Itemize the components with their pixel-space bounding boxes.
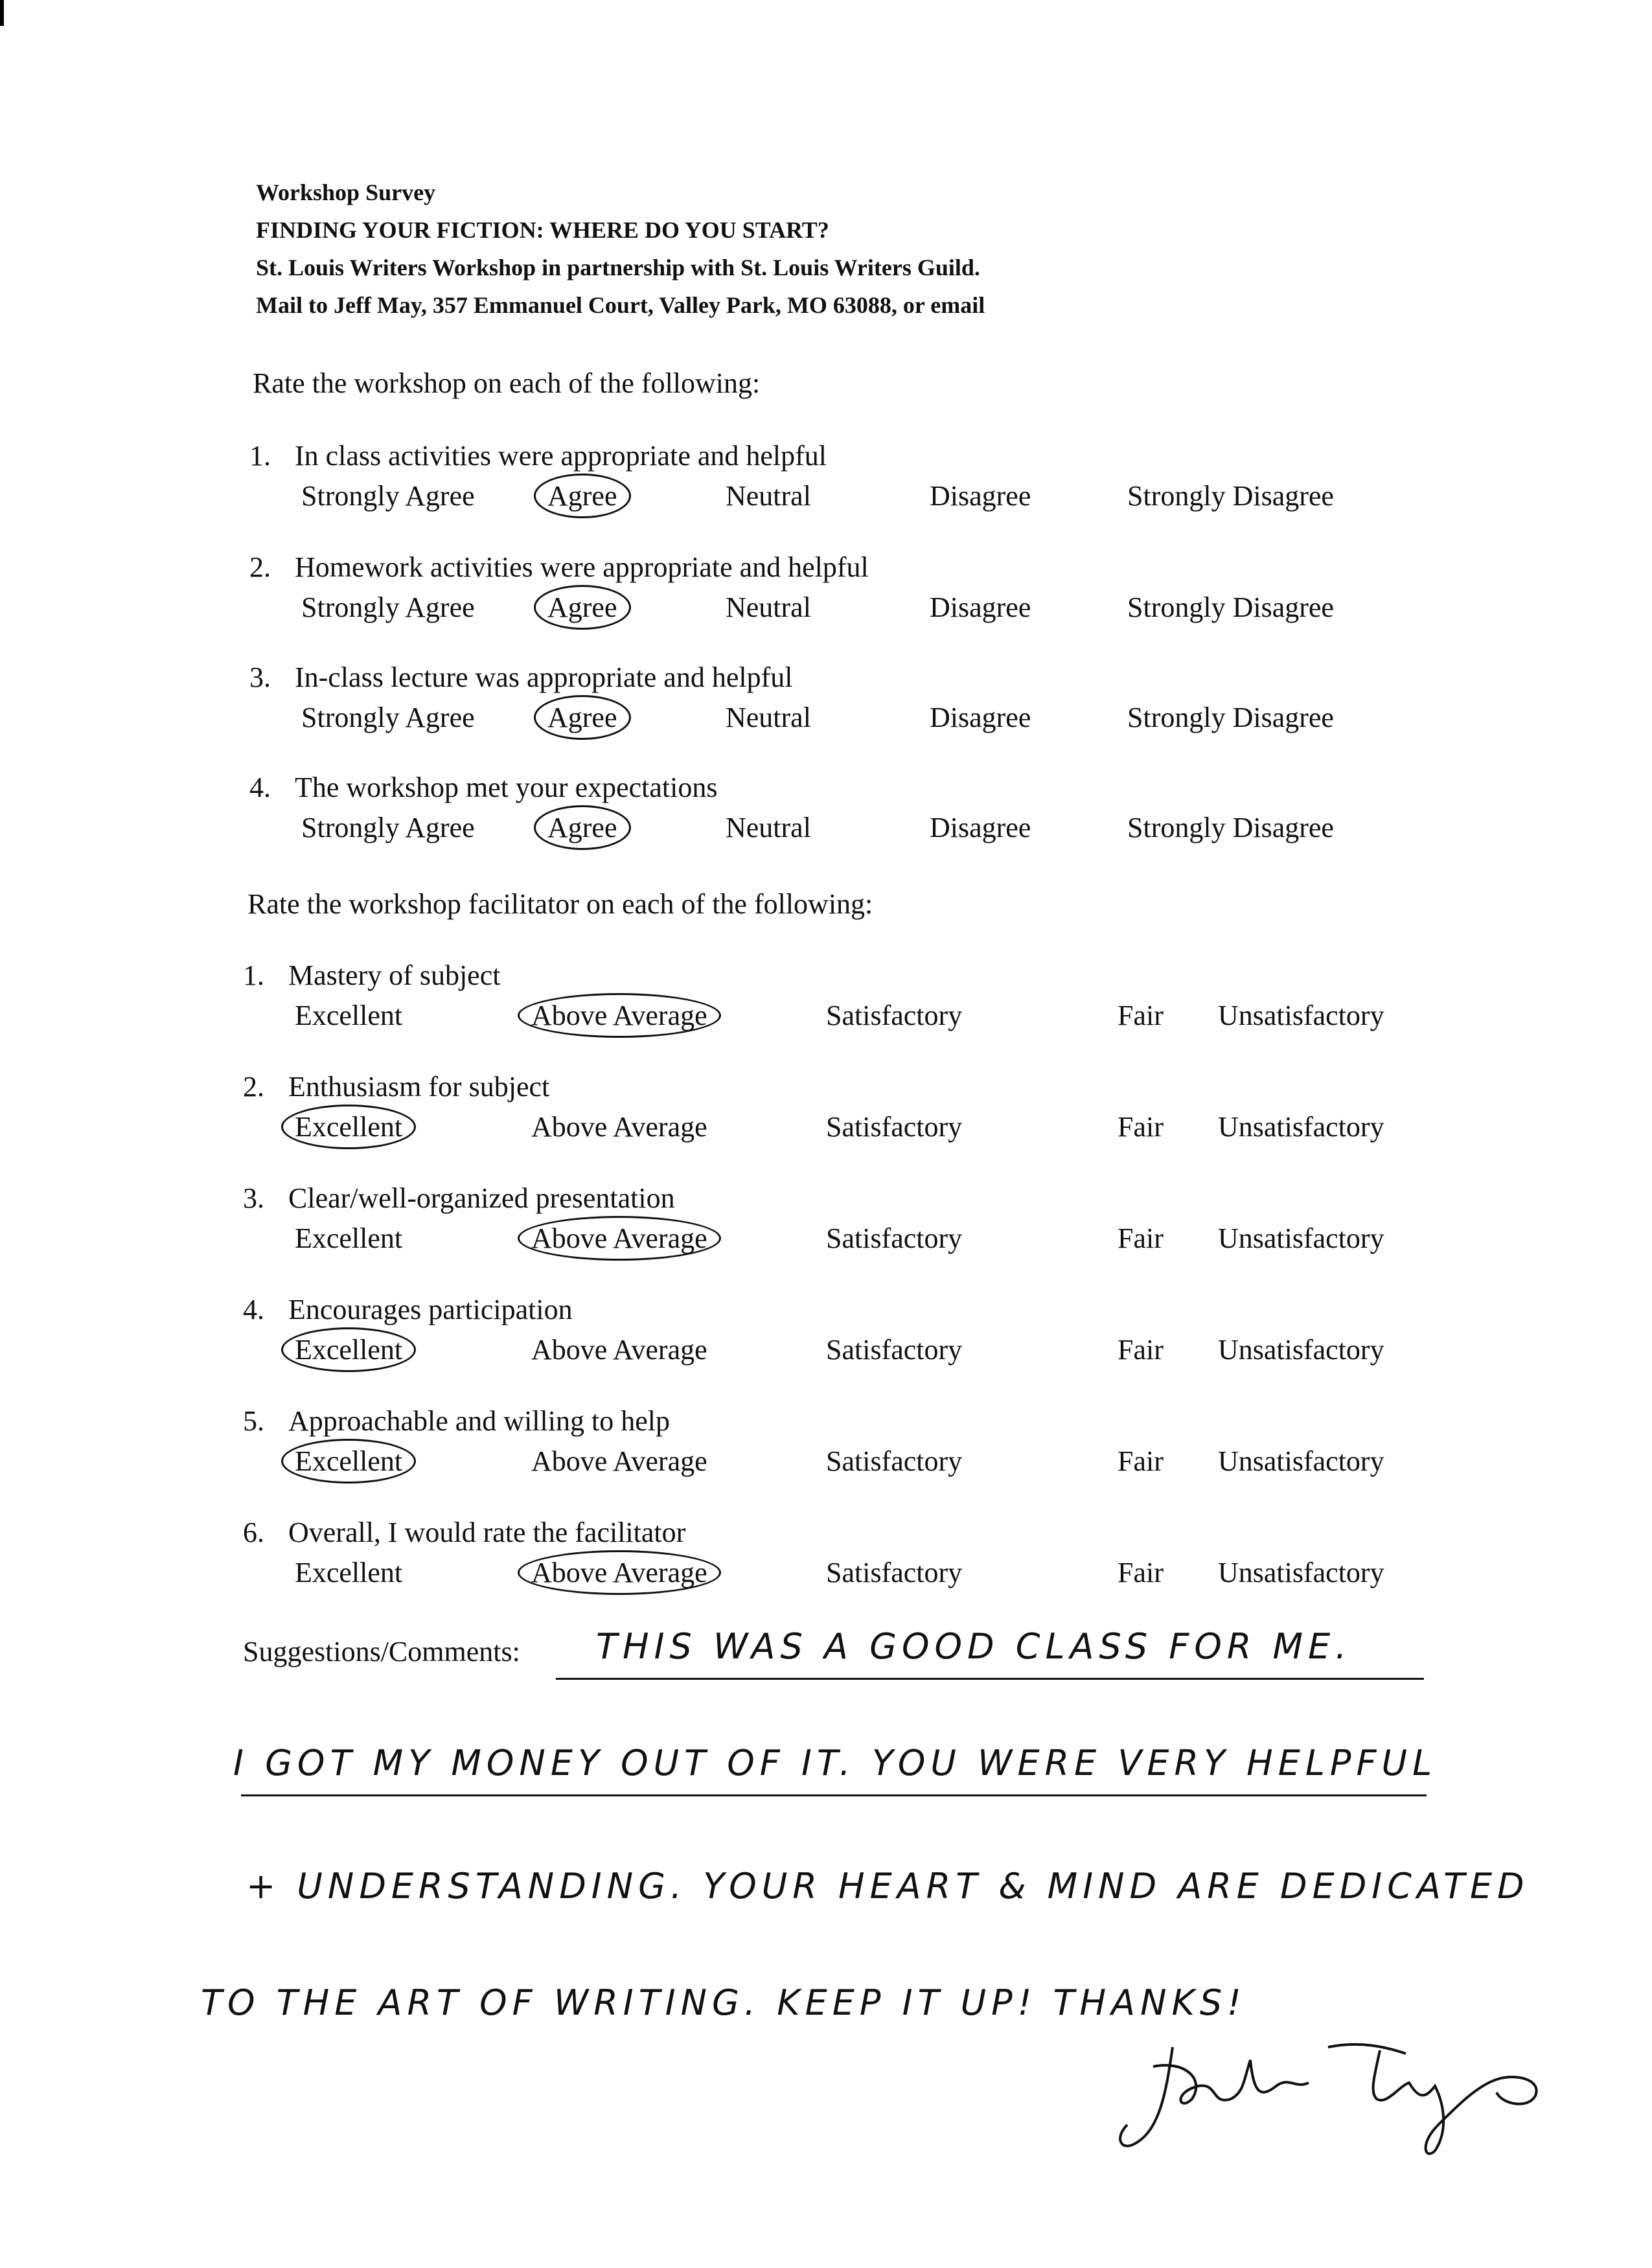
rating-option-agree-selected[interactable]: Agree bbox=[534, 695, 631, 740]
question-number: 1. bbox=[249, 440, 271, 472]
rating-option-agree-selected[interactable]: Agree bbox=[534, 474, 631, 518]
rating-option-excellent-selected[interactable]: Excellent bbox=[281, 1327, 416, 1372]
rating-option-strongly-agree[interactable]: Strongly Agree bbox=[301, 812, 475, 843]
question-number: 2. bbox=[249, 551, 271, 583]
rating-option-strongly-agree[interactable]: Strongly Agree bbox=[301, 591, 475, 623]
rating-option-disagree[interactable]: Disagree bbox=[930, 702, 1031, 733]
rating-option-excellent-selected[interactable]: Excellent bbox=[281, 1439, 416, 1483]
question-number: 1. bbox=[243, 959, 264, 991]
question-text: Mastery of subject bbox=[288, 959, 501, 991]
question-text: Homework activities were appropriate and helpful bbox=[295, 551, 869, 583]
rating-option-unsatisfactory[interactable]: Unsatisfactory bbox=[1218, 1445, 1384, 1477]
header-mailing-address: Mail to Jeff May, 357 Emmanuel Court, Valley Park, MO 63088, or email bbox=[256, 292, 985, 318]
rating-option-strongly-agree[interactable]: Strongly Agree bbox=[301, 702, 475, 733]
scan-corner-mark bbox=[0, 0, 4, 26]
rating-option-neutral[interactable]: Neutral bbox=[726, 480, 811, 512]
rating-option-satisfactory[interactable]: Satisfactory bbox=[826, 1557, 963, 1588]
rating-option-strongly-disagree[interactable]: Strongly Disagree bbox=[1127, 812, 1334, 843]
rating-option-fair[interactable]: Fair bbox=[1118, 1445, 1164, 1477]
comments-label: Suggestions/Comments: bbox=[243, 1636, 520, 1667]
rating-option-unsatisfactory[interactable]: Unsatisfactory bbox=[1218, 1111, 1384, 1143]
rating-option-excellent[interactable]: Excellent bbox=[295, 1000, 403, 1031]
rating-option-fair[interactable]: Fair bbox=[1118, 1222, 1164, 1254]
rating-option-unsatisfactory[interactable]: Unsatisfactory bbox=[1218, 1000, 1384, 1031]
rating-option-satisfactory[interactable]: Satisfactory bbox=[826, 1222, 963, 1254]
rating-option-strongly-disagree[interactable]: Strongly Disagree bbox=[1127, 591, 1334, 623]
survey-header bbox=[256, 174, 985, 324]
question-text: Enthusiasm for subject bbox=[288, 1071, 550, 1103]
rating-option-above-average[interactable]: Above Average bbox=[531, 1111, 707, 1143]
rating-option-satisfactory[interactable]: Satisfactory bbox=[826, 1111, 963, 1143]
rating-option-excellent[interactable]: Excellent bbox=[295, 1222, 403, 1254]
rating-option-above-average-selected[interactable]: Above Average bbox=[518, 1216, 721, 1261]
header-workshop-name: FINDING YOUR FICTION: WHERE DO YOU START? bbox=[256, 217, 829, 243]
question-text: The workshop met your expectations bbox=[295, 772, 718, 803]
question-number: 4. bbox=[243, 1294, 264, 1325]
comment-line-4: TO THE ART OF WRITING. KEEP IT UP! THANKS! bbox=[201, 1982, 1246, 2023]
question-number: 3. bbox=[249, 661, 271, 693]
question-text: In class activities were appropriate and helpful bbox=[295, 440, 827, 472]
rating-option-fair[interactable]: Fair bbox=[1118, 1111, 1164, 1143]
rating-option-excellent-selected[interactable]: Excellent bbox=[281, 1105, 416, 1149]
comment-line-3: + UNDERSTANDING. YOUR HEART & MIND ARE DEDICATED bbox=[246, 1866, 1530, 1907]
rating-option-disagree[interactable]: Disagree bbox=[930, 591, 1031, 623]
question-text: Encourages participation bbox=[288, 1294, 573, 1325]
rating-option-above-average-selected[interactable]: Above Average bbox=[518, 993, 721, 1038]
question-text: Approachable and willing to help bbox=[288, 1405, 670, 1437]
rating-option-fair[interactable]: Fair bbox=[1118, 1557, 1164, 1588]
rating-option-fair[interactable]: Fair bbox=[1118, 1334, 1164, 1366]
question-number: 6. bbox=[243, 1517, 264, 1548]
comment-line-1: THIS WAS A GOOD CLASS FOR ME. bbox=[596, 1626, 1352, 1667]
question-number: 3. bbox=[243, 1182, 264, 1214]
question-number: 5. bbox=[243, 1405, 264, 1437]
question-number: 4. bbox=[249, 772, 271, 803]
rating-option-strongly-disagree[interactable]: Strongly Disagree bbox=[1127, 480, 1334, 512]
header-partnership: St. Louis Writers Workshop in partnership with St. Louis Writers Guild. bbox=[256, 255, 980, 281]
rating-option-above-average[interactable]: Above Average bbox=[531, 1334, 707, 1366]
question-text: Overall, I would rate the facilitator bbox=[288, 1517, 686, 1548]
comment-line-2: I GOT MY MONEY OUT OF IT. YOU WERE VERY HELPFUL bbox=[233, 1743, 1438, 1783]
facilitator-section-title: Rate the workshop facilitator on each of the following: bbox=[247, 888, 873, 920]
rating-option-disagree[interactable]: Disagree bbox=[930, 480, 1031, 512]
question-text: In-class lecture was appropriate and helpful bbox=[295, 661, 793, 693]
rating-option-neutral[interactable]: Neutral bbox=[726, 591, 811, 623]
rating-option-neutral[interactable]: Neutral bbox=[726, 702, 811, 733]
rating-option-unsatisfactory[interactable]: Unsatisfactory bbox=[1218, 1557, 1384, 1588]
question-text: Clear/well-organized presentation bbox=[288, 1182, 675, 1214]
rating-option-strongly-disagree[interactable]: Strongly Disagree bbox=[1127, 702, 1334, 733]
rating-option-satisfactory[interactable]: Satisfactory bbox=[826, 1000, 963, 1031]
workshop-section-title: Rate the workshop on each of the following: bbox=[253, 367, 761, 399]
handwritten-signature bbox=[1114, 2021, 1568, 2164]
rating-option-satisfactory[interactable]: Satisfactory bbox=[826, 1445, 963, 1477]
rating-option-above-average[interactable]: Above Average bbox=[531, 1445, 707, 1477]
rating-option-agree-selected[interactable]: Agree bbox=[534, 585, 631, 630]
header-title: Workshop Survey bbox=[256, 179, 436, 205]
rating-option-excellent[interactable]: Excellent bbox=[295, 1557, 403, 1588]
rating-option-agree-selected[interactable]: Agree bbox=[534, 805, 631, 850]
rating-option-satisfactory[interactable]: Satisfactory bbox=[826, 1334, 963, 1366]
rating-option-above-average-selected[interactable]: Above Average bbox=[518, 1550, 721, 1595]
rating-option-strongly-agree[interactable]: Strongly Agree bbox=[301, 480, 475, 512]
rating-option-unsatisfactory[interactable]: Unsatisfactory bbox=[1218, 1222, 1384, 1254]
rating-option-neutral[interactable]: Neutral bbox=[726, 812, 811, 843]
rating-option-unsatisfactory[interactable]: Unsatisfactory bbox=[1218, 1334, 1384, 1366]
rating-option-disagree[interactable]: Disagree bbox=[930, 812, 1031, 843]
rating-option-fair[interactable]: Fair bbox=[1118, 1000, 1164, 1031]
comments-underline-2 bbox=[241, 1794, 1427, 1796]
question-number: 2. bbox=[243, 1071, 264, 1103]
comments-underline-1 bbox=[556, 1678, 1424, 1680]
